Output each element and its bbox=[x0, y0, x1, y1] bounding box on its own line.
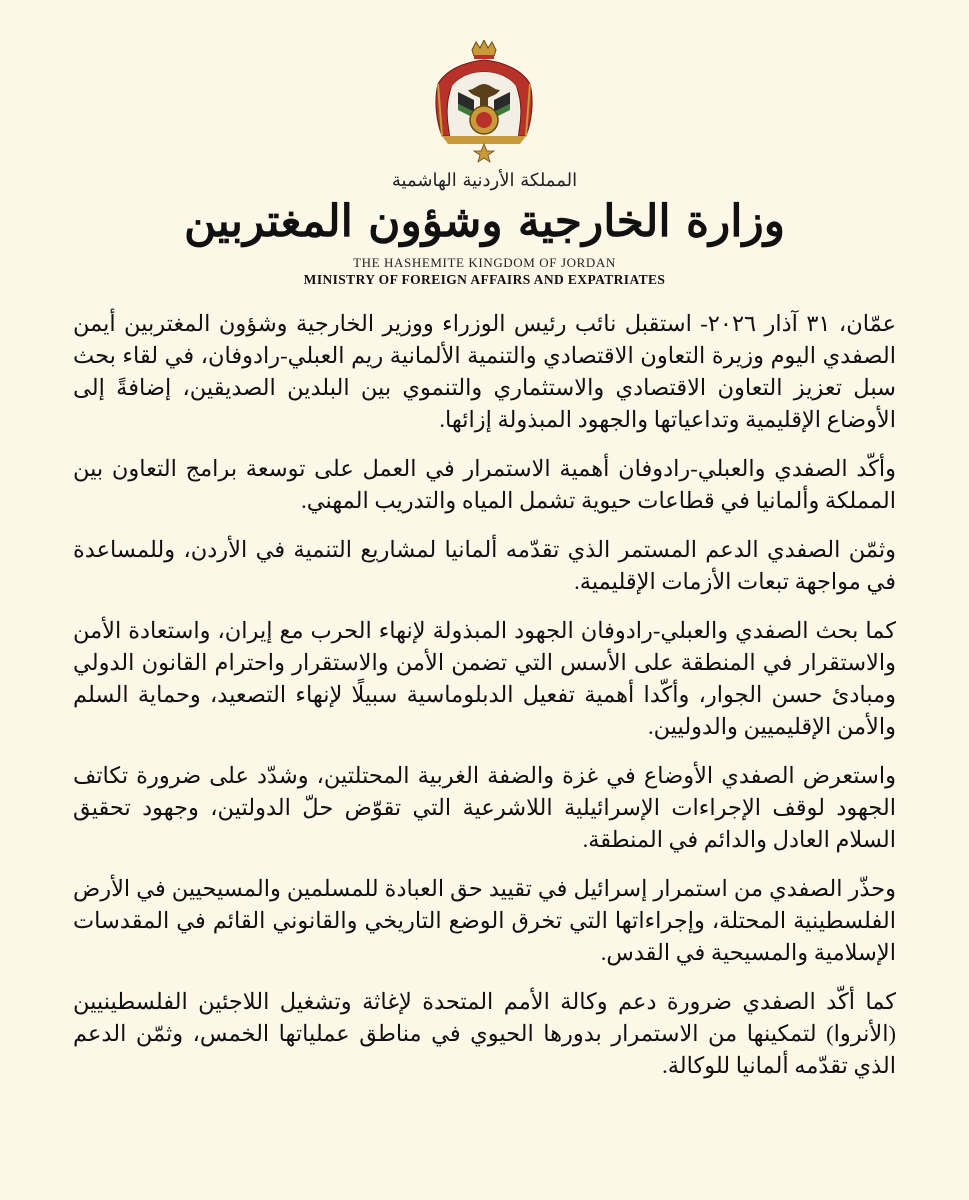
paragraph: عمّان، ٣١ آذار ٢٠٢٦- استقبل نائب رئيس الوزراء ووزير الخارجية وشؤون المغتربين أيمن الصفدي اليوم وزيرة التعاون الاقتصادي والتنمية الألمانية ريم العبلي-رادوفان، في لقاء بحث سبل تعزيز التعاون الاقتصادي والاستثماري والتنموي بين البلدين الصديقين، إضافةً إلى الأوضاع الإقليمية وتداعياتها والجهود المبذولة إزائها. bbox=[73, 311, 896, 432]
coat-of-arms-graphic bbox=[424, 40, 544, 165]
ministry-name-arabic: وزارة الخارجية وشؤون المغتربين bbox=[183, 196, 785, 247]
ministry-name-english: MINISTRY OF FOREIGN AFFAIRS AND EXPATRIATES bbox=[303, 272, 666, 287]
paragraph: وثمّن الصفدي الدعم المستمر الذي تقدّمه ألمانيا لمشاريع التنمية في الأردن، وللمساعدة في مواجهة تبعات الأزمات الإقليمية. bbox=[73, 537, 896, 594]
paragraph: كما بحث الصفدي والعبلي-رادوفان الجهود المبذولة لإنهاء الحرب مع إيران، واستعادة الأمن والاستقرار في المنطقة على الأسس التي تضمن الأمن والاستقرار واحترام القانون الدولي ومبادئ حسن الجوار، وأكّدا أهمية تفعيل الدبلوماسية سبيلًا لإنهاء التصعيد، وحماية السلم والأمن الإقليميين والدوليين. bbox=[73, 618, 896, 739]
kingdom-name-english: THE HASHEMITE KINGDOM OF JORDAN bbox=[353, 255, 616, 270]
paragraph: كما أكّد الصفدي ضرورة دعم وكالة الأمم المتحدة لإغاثة وتشغيل اللاجئين الفلسطينيين (الأنروا) لتمكينها من الاستمرار بدورها الحيوي في مناطق عملياتها الخمس، وثمّن الدعم الذي تقدّمه ألمانيا للوكالة. bbox=[73, 989, 896, 1078]
paragraph: وحذّر الصفدي من استمرار إسرائيل في تقييد حق العبادة للمسلمين والمسيحيين في الأرض الفلسطينية المحتلة، وإجراءاتها التي تخرق الوضع التاريخي والقانوني القائم في المقدسات الإسلامية والمسيحية في القدس. bbox=[73, 876, 896, 965]
royal-coat-of-arms-icon bbox=[424, 40, 544, 165]
press-release-body bbox=[73, 308, 896, 1099]
kingdom-name-arabic: المملكة الأردنية الهاشمية bbox=[391, 170, 578, 191]
paragraph: وأكّد الصفدي والعبلي-رادوفان أهمية الاستمرار في العمل على توسعة برامج التعاون بين المملكة وألمانيا في قطاعات حيوية تشمل المياه والتدريب المهني. bbox=[73, 456, 896, 513]
paragraph: واستعرض الصفدي الأوضاع في غزة والضفة الغربية المحتلتين، وشدّد على ضرورة تكاتف الجهود لوقف الإجراءات الإسرائيلية اللاشرعية التي تقوّض حلّ الدولتين، وجهود تحقيق السلام العادل والدائم في المنطقة. bbox=[73, 763, 896, 852]
